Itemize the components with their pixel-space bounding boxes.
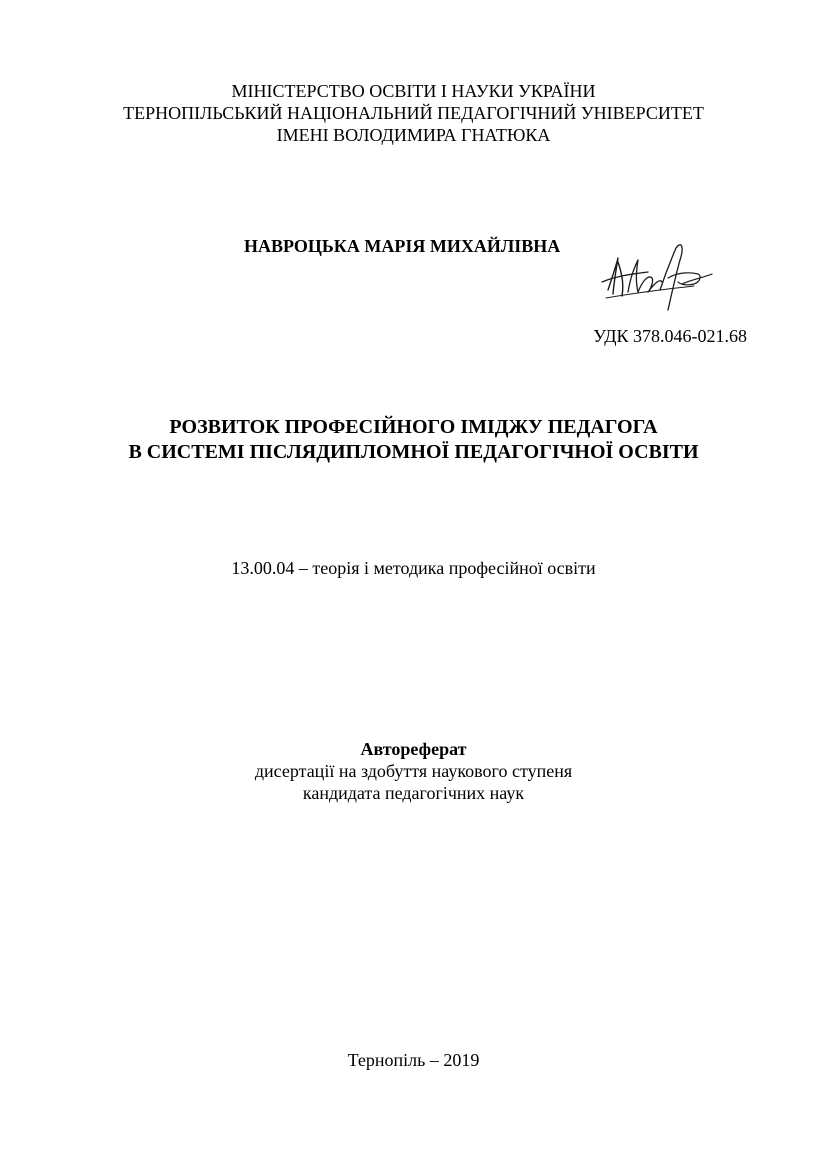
dissertation-title [0,415,827,465]
place-year [0,1049,827,1071]
degree-line-1: дисертації на здобуття наукового ступеня [254,761,573,781]
university-name-line: ІМЕНІ ВОЛОДИМИРА ГНАТЮКА [276,125,551,145]
signature-icon [598,238,716,316]
place-year-text: Тернопіль – 2019 [347,1050,480,1070]
abstract-heading: Автореферат [360,739,467,759]
abstract-info [0,738,827,804]
title-line-2: В СИСТЕМІ ПІСЛЯДИПЛОМНОЇ ПЕДАГОГІЧНОЇ ОСВІТИ [128,441,699,463]
title-line-1: РОЗВИТОК ПРОФЕСІЙНОГО ІМІДЖУ ПЕДАГОГА [169,416,658,438]
udc-code: УДК 378.046-021.68 [593,326,747,346]
ministry-line: МІНІСТЕРСТВО ОСВІТИ І НАУКИ УКРАЇНИ [231,81,596,101]
author-name: НАВРОЦЬКА МАРІЯ МИХАЙЛІВНА [244,236,561,256]
university-line: ТЕРНОПІЛЬСЬКИЙ НАЦІОНАЛЬНИЙ ПЕДАГОГІЧНИЙ УНІВЕРСИТЕТ [123,103,704,123]
specialty-code [0,557,827,579]
specialty-text: 13.00.04 – теорія і методика професійної освіти [231,558,596,578]
degree-line-2: кандидата педагогічних наук [302,783,525,803]
ministry-header [0,80,827,146]
